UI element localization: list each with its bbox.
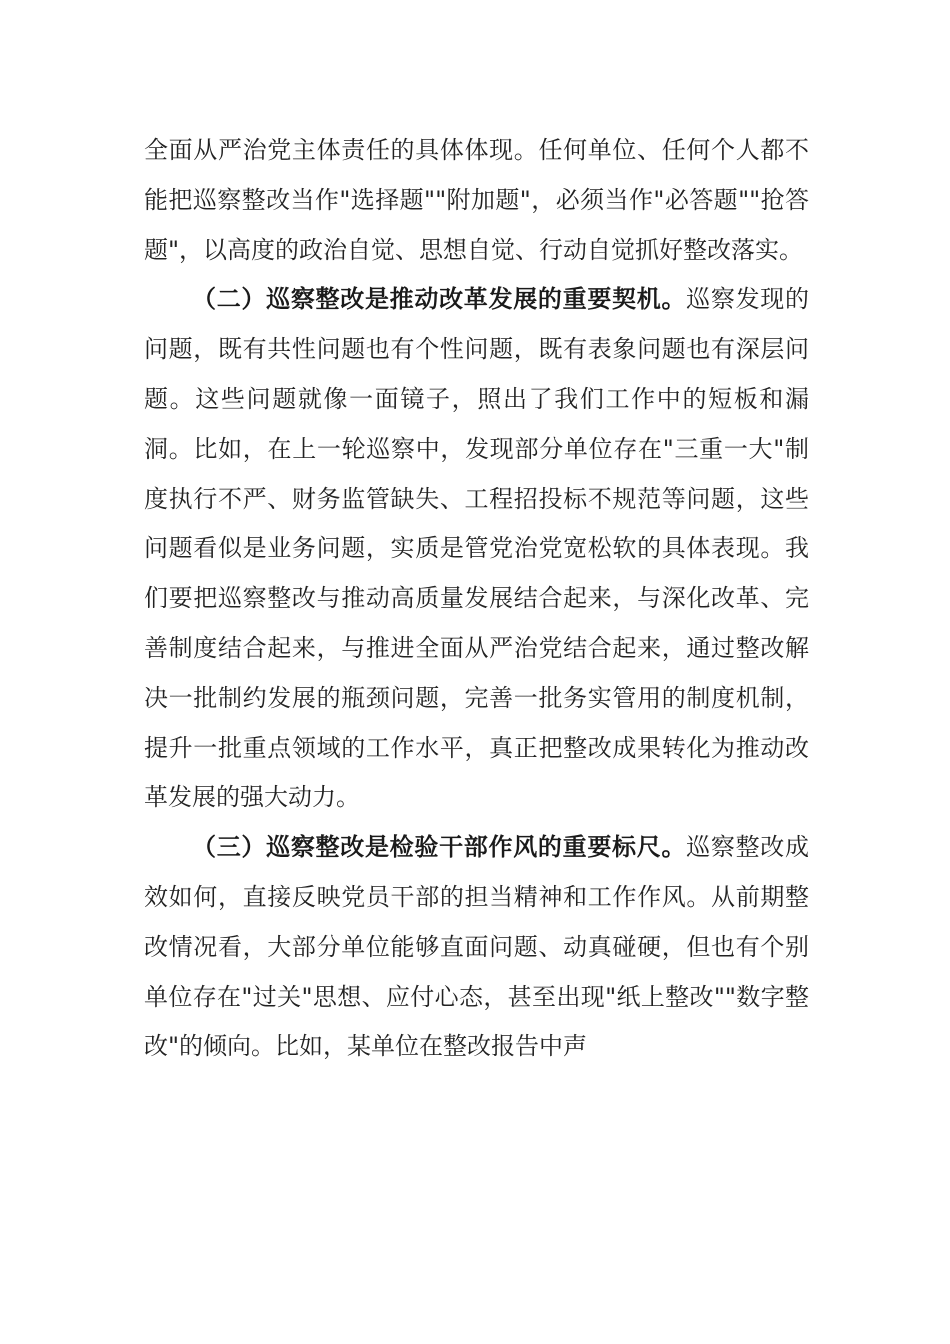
section-heading: （三）巡察整改是检验干部作风的重要标尺。 — [192, 833, 687, 862]
document-body — [144, 126, 809, 1072]
paragraph-text: 巡察发现的问题，既有共性问题也有个性问题，既有表象问题也有深层问题。这些问题就像一面镜子，照出了我们工作中的短板和漏洞。比如，在上一轮巡察中，发现部分单位存在"三重一大"制度执行不严、财务监管缺失、工程招投标不规范等问题，这些问题看似是业务问题，实质是管党治党宽松软的具体表现。我们要把巡察整改与推动高质量发展结合起来，与深化改革、完善制度结合起来，与推进全面从严治党结合起来，通过整改解决一批制约发展的瓶颈问题，完善一批务实管用的制度机制，提升一批重点领域的工作水平，真正把整改成果转化为推动改革发展的强大动力。 — [144, 285, 810, 812]
section-heading: （二）巡察整改是推动改革发展的重要契机。 — [192, 285, 687, 314]
paragraph-section-3 — [144, 823, 809, 1072]
paragraph-section-2 — [144, 275, 809, 823]
paragraph-text: 巡察整改成效如何，直接反映党员干部的担当精神和工作作风。从前期整改情况看，大部分单位能够直面问题、动真碰硬，但也有个别单位存在"过关"思想、应付心态，甚至出现"纸上整改""数字整改"的倾向。比如，某单位在整改报告中声 — [144, 833, 810, 1061]
paragraph-continuation — [144, 126, 809, 275]
paragraph-text: 全面从严治党主体责任的具体体现。任何单位、任何个人都不能把巡察整改当作"选择题""附加题"，必须当作"必答题""抢答题"，以高度的政治自觉、思想自觉、行动自觉抓好整改落实。 — [144, 136, 809, 264]
